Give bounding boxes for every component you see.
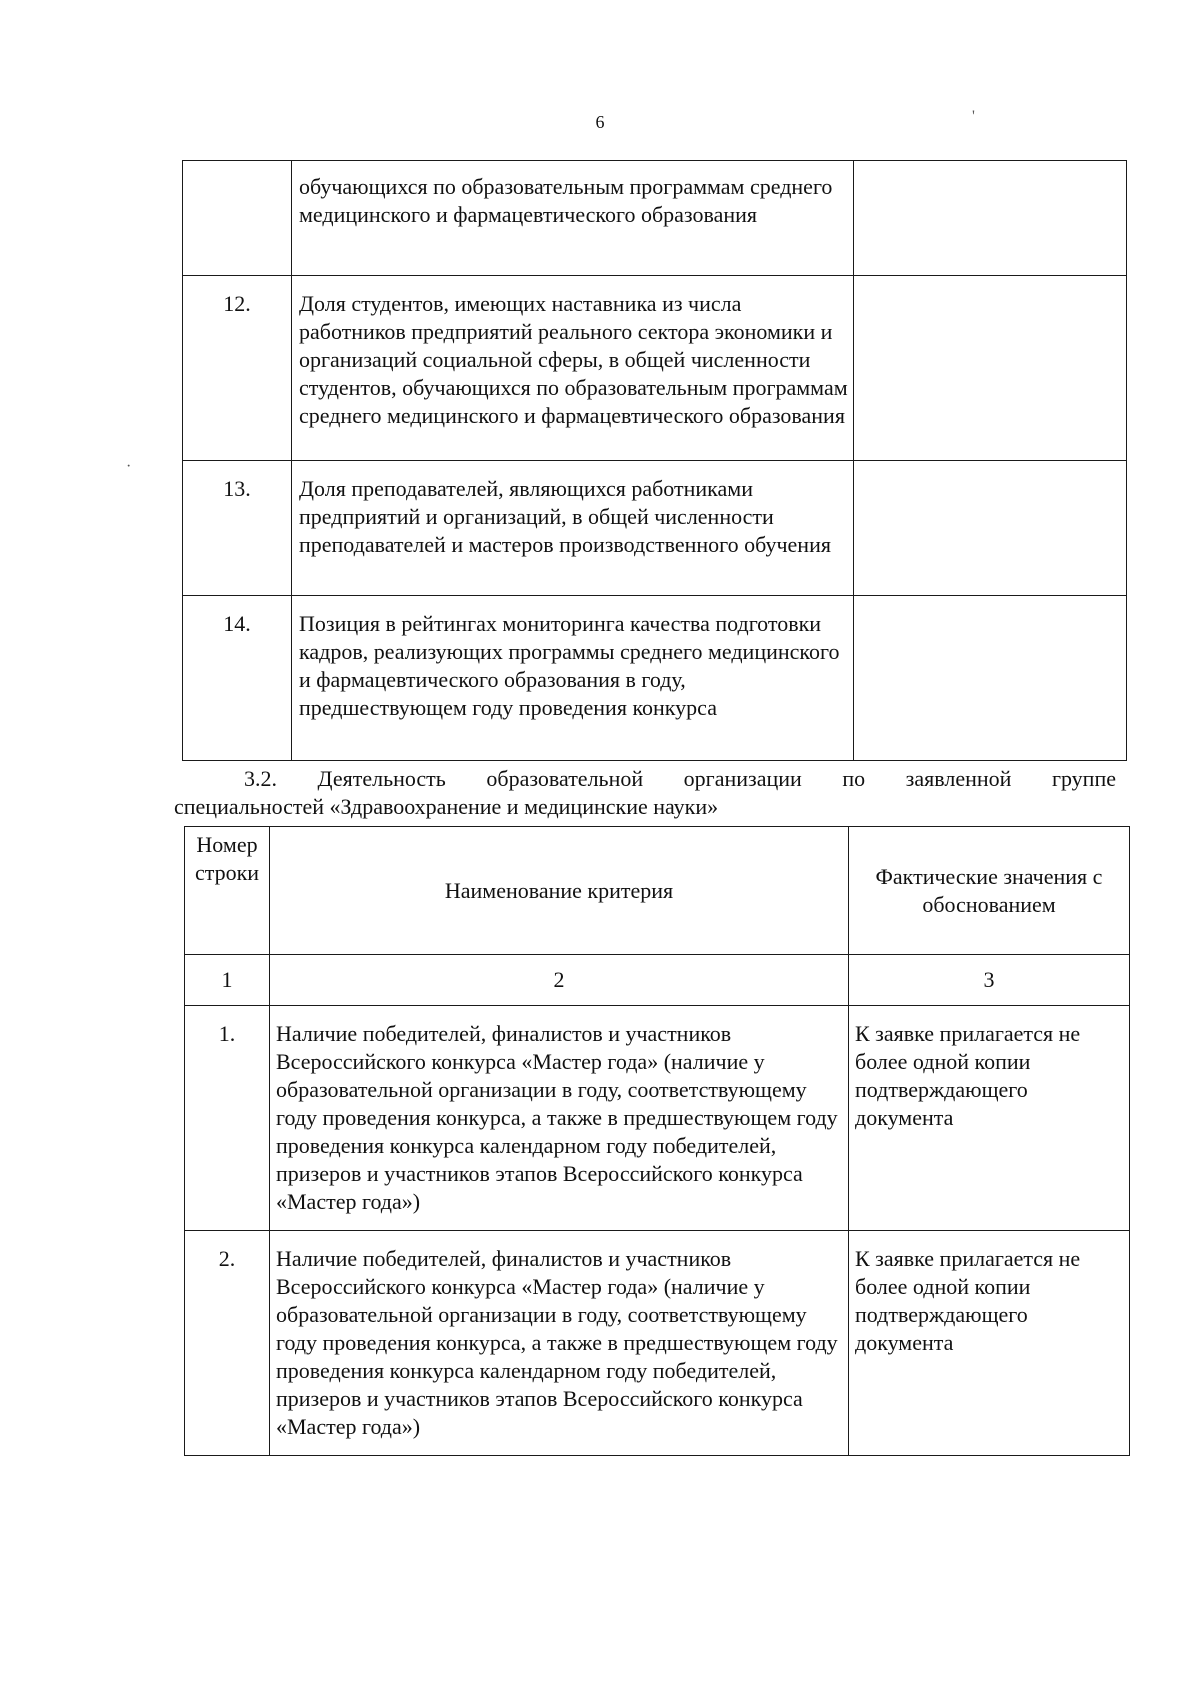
row-number-cell: 1.: [185, 1006, 270, 1231]
criterion-name-cell: обучающихся по образовательным программам среднего медицинского и фармацевтического образования: [292, 161, 854, 276]
criterion-name-cell: Позиция в рейтингах мониторинга качества подготовки кадров, реализующих программы среднего медицинского и фармацевтического образования в году, предшествующем году проведения конкурса: [292, 596, 854, 761]
row-number-cell: 2.: [185, 1231, 270, 1456]
criterion-value-cell: [854, 276, 1127, 461]
criterion-value-cell: [854, 461, 1127, 596]
column-number-3: 3: [849, 955, 1130, 1006]
scan-speck: ': [972, 108, 975, 125]
scan-speck: ·: [126, 458, 132, 475]
section-heading-line-1: [174, 765, 1116, 793]
table-row: [183, 596, 1127, 761]
column-number-row: [185, 955, 1130, 1006]
row-number-cell: 13.: [183, 461, 292, 596]
criterion-value-cell: [854, 161, 1127, 276]
criteria-table-section-3-2: [184, 826, 1130, 1456]
table-row: [185, 1231, 1130, 1456]
header-actual-values: Фактические значения с обоснованием: [849, 827, 1130, 955]
row-number-cell: 12.: [183, 276, 292, 461]
table-row: [183, 461, 1127, 596]
row-number-cell: [183, 161, 292, 276]
header-criterion-name: Наименование критерия: [270, 827, 849, 955]
criterion-name-cell: Доля преподавателей, являющихся работниками предприятий и организаций, в общей численности преподавателей и мастеров производственного обучения: [292, 461, 854, 596]
table-row: [183, 161, 1127, 276]
row-number-cell: 14.: [183, 596, 292, 761]
criterion-value-cell: К заявке прилагается не более одной копии подтверждающего документа: [849, 1006, 1130, 1231]
section-heading-text: 3.2. Деятельность образовательной организации по заявленной группе: [244, 766, 1116, 791]
table-header-row: [185, 827, 1130, 955]
criterion-name-cell: Наличие победителей, финалистов и участников Всероссийского конкурса «Мастер года» (наличие у образовательной организации в году, соответствующему году проведения конкурса, а также в предшествующем году проведения конкурса календарном году победителей, призеров и участников этапов Всероссийского конкурса «Мастер года»): [270, 1006, 849, 1231]
section-heading-line-2: специальностей «Здравоохранение и медицинские науки»: [174, 794, 719, 819]
criterion-name-cell: Наличие победителей, финалистов и участников Всероссийского конкурса «Мастер года» (наличие у образовательной организации в году, соответствующему году проведения конкурса, а также в предшествующем году проведения конкурса календарном году победителей, призеров и участников этапов Всероссийского конкурса «Мастер года»): [270, 1231, 849, 1456]
page-number: 6: [595, 112, 605, 132]
header-row-number: Номер строки: [185, 827, 270, 955]
column-number-2: 2: [270, 955, 849, 1006]
criterion-value-cell: [854, 596, 1127, 761]
criterion-value-cell: К заявке прилагается не более одной копии подтверждающего документа: [849, 1231, 1130, 1456]
criterion-name-cell: Доля студентов, имеющих наставника из числа работников предприятий реального сектора экономики и организаций социальной сферы, в общей численности студентов, обучающихся по образовательным программам среднего медицинского и фармацевтического образования: [292, 276, 854, 461]
table-row: [183, 276, 1127, 461]
column-number-1: 1: [185, 955, 270, 1006]
table-row: [185, 1006, 1130, 1231]
criteria-table-continued: [182, 160, 1127, 761]
